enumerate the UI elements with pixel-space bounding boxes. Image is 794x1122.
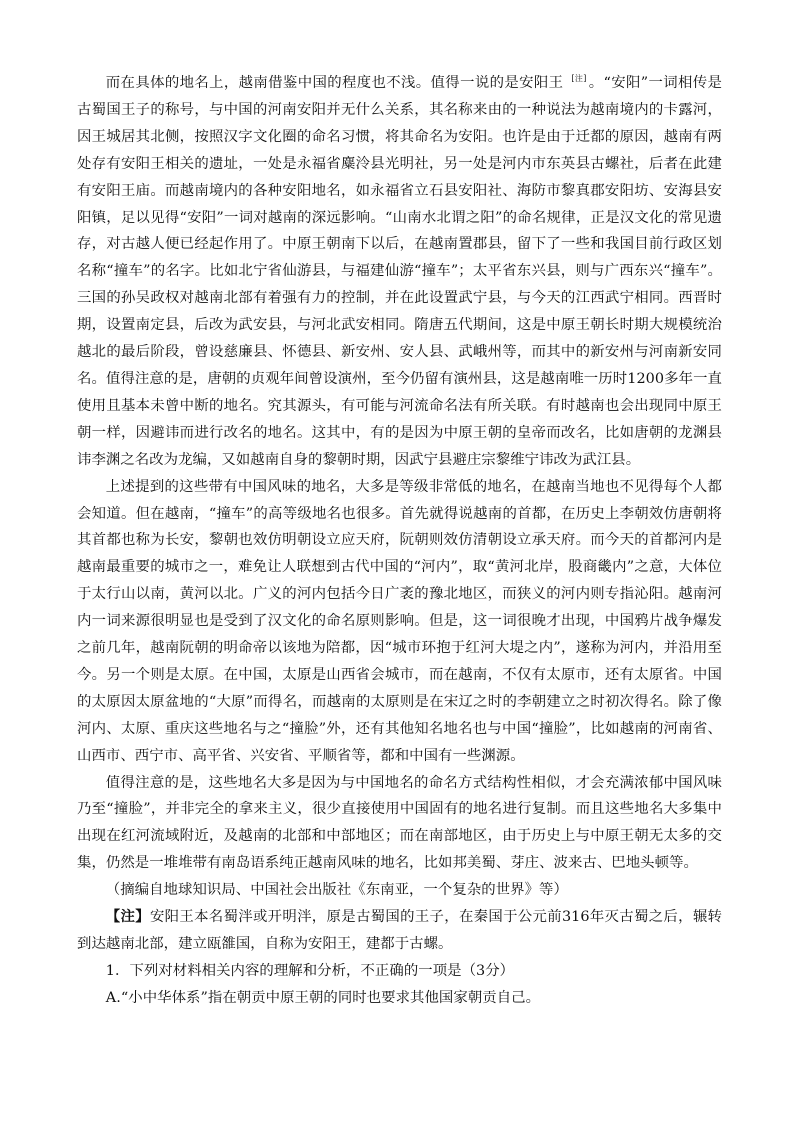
paragraph-anyang [77,70,722,474]
document-body [77,70,722,1012]
question-1: 1．下列对材料相关内容的理解和分析，不正确的一项是（3分） [105,962,515,979]
footnote [77,904,722,958]
footnote-reference: [注] [571,74,587,84]
paragraph-anyang-body: 。“安阳”一词相传是古蜀国王子的称号，与中国的河南安阳并无什么关系，其名称来由的一种说法为越南境内的卡露河，因王城居其北侧，按照汉字文化圈的命名习惯，将其命名为安阳。也许是由于迁都的原因，越南有两处存有安阳王相关的遗址，一处是永福省麋泠县光明社，另一处是河内市东英县古螺社，后者在此建有安阳王庙。而越南境内的各种安阳地名，如永福省立石县安阳社、海防市黎真郡安阳坊、安海县安阳镇，足以见得“安阳”一词对越南的深远影响。“山南水北谓之阳”的命名规律，正是汉文化的常见遗存，对古越人便已经起作用了。中原王朝南下以后，在越南置郡县，留下了一些和我国目前行政区划名称“撞车”的名字。比如北宁省仙游县，与福建仙游“撞车”；太平省东兴县，则与广西东兴“撞车”。三国的孙吴政权对越南北部有着强有力的控制，并在此设置武宁县，与今天的江西武宁相同。西晋时期，设置南定县，后改为武安县，与河北武安相同。隋唐五代期间，这是中原王朝长时期大规模统治越北的最后阶段，曾设慈廉县、怀德县、新安州、安人县、武峨州等，而其中的新安州与河南新安同名。值得注意的是，唐朝的贞观年间曾设演州，至今仍留有演州县，这是越南唯一历时1200多年一直使用且基本未曾中断的地名。究其源头，有可能与河流命名法有所关联。有时越南也会出现同中原王朝一样，因避讳而进行改名的地名。这其中，有的是因为中原王朝的皇帝而改名，比如唐朝的龙渊县讳李渊之名改为龙编，又如越南自身的黎朝时期，因武宁县避庄宗黎维宁讳改为武江县。 [77,75,722,468]
paragraph-conclusion: 值得注意的是，这些地名大多是因为与中国地名的命名方式结构性相似，才会充满浓郁中国风味乃至“撞脸”，并非完全的拿来主义，很少直接使用中国固有的地名进行复制。而且这些地名大多集中出现在红河流域附近，及越南的北部和中部地区；而在南部地区，由于历史上与中原王朝无太多的交集，仍然是一堆堆带有南岛语系纯正越南风味的地名，比如邦美蜀、芽庄、波来古、巴地头顿等。 [77,774,722,872]
footnote-text: 安阳王本名蜀泮或开明泮，原是古蜀国的王子，在秦国于公元前316年灭古蜀之后，辗转到达越南北部，建立瓯雒国，自称为安阳王，建都于古螺。 [77,909,722,952]
question-1-option-a: A.“小中华体系”指在朝贡中原王朝的同时也要求其他国家朝贡自己。 [105,989,541,1006]
source-citation: （摘编自地球知识局、中国社会出版社《东南亚，一个复杂的世界》等） [105,882,568,899]
footnote-tag: 【注】 [105,908,150,926]
paragraph-anyang-intro: 而在具体的地名上，越南借鉴中国的程度也不浅。值得一说的是安阳王 [105,75,564,91]
paragraph-high-level-names: 上述提到的这些带有中国风味的地名，大多是等级非常低的地名，在越南当地也不见得每个人都会知道。但在越南，“撞车”的高等级地名也很多。首先就得说越南的首都，在历史上李朝效仿唐朝将其首都也称为长安，黎朝也效仿明朝设立应天府，阮朝则效仿清朝设立承天府。而今天的首都河内是越南最重要的城市之一，难免让人联想到古代中国的“河内”，取“黄河北岸，股商畿内”之意，大体位于太行山以南，黄河以北。广义的河内包括今日广袤的豫北地区，而狭义的河内则专指沁阳。越南河内一词来源很明显也是受到了汉文化的命名原则影响。但是，这一词很晚才出现，中国鸦片战争爆发之前几年，越南阮朝的明命帝以该地为陪都，因“城市环抱于红河大堤之内”，遂称为河内，并沿用至今。另一个则是太原。在中国，太原是山西省会城市，而在越南，不仅有太原市，还有太原省。中国的太原因太原盆地的“大原”而得名，而越南的太原则是在宋辽之时的李朝建立之时初次得名。除了像河内、太原、重庆这些地名与之“撞脸”外，还有其他知名地名也与中国“撞脸”，比如越南的河南省、山西市、西宁市、高平省、兴安省、平顺省等，都和中国有一些渊源。 [77,478,722,764]
